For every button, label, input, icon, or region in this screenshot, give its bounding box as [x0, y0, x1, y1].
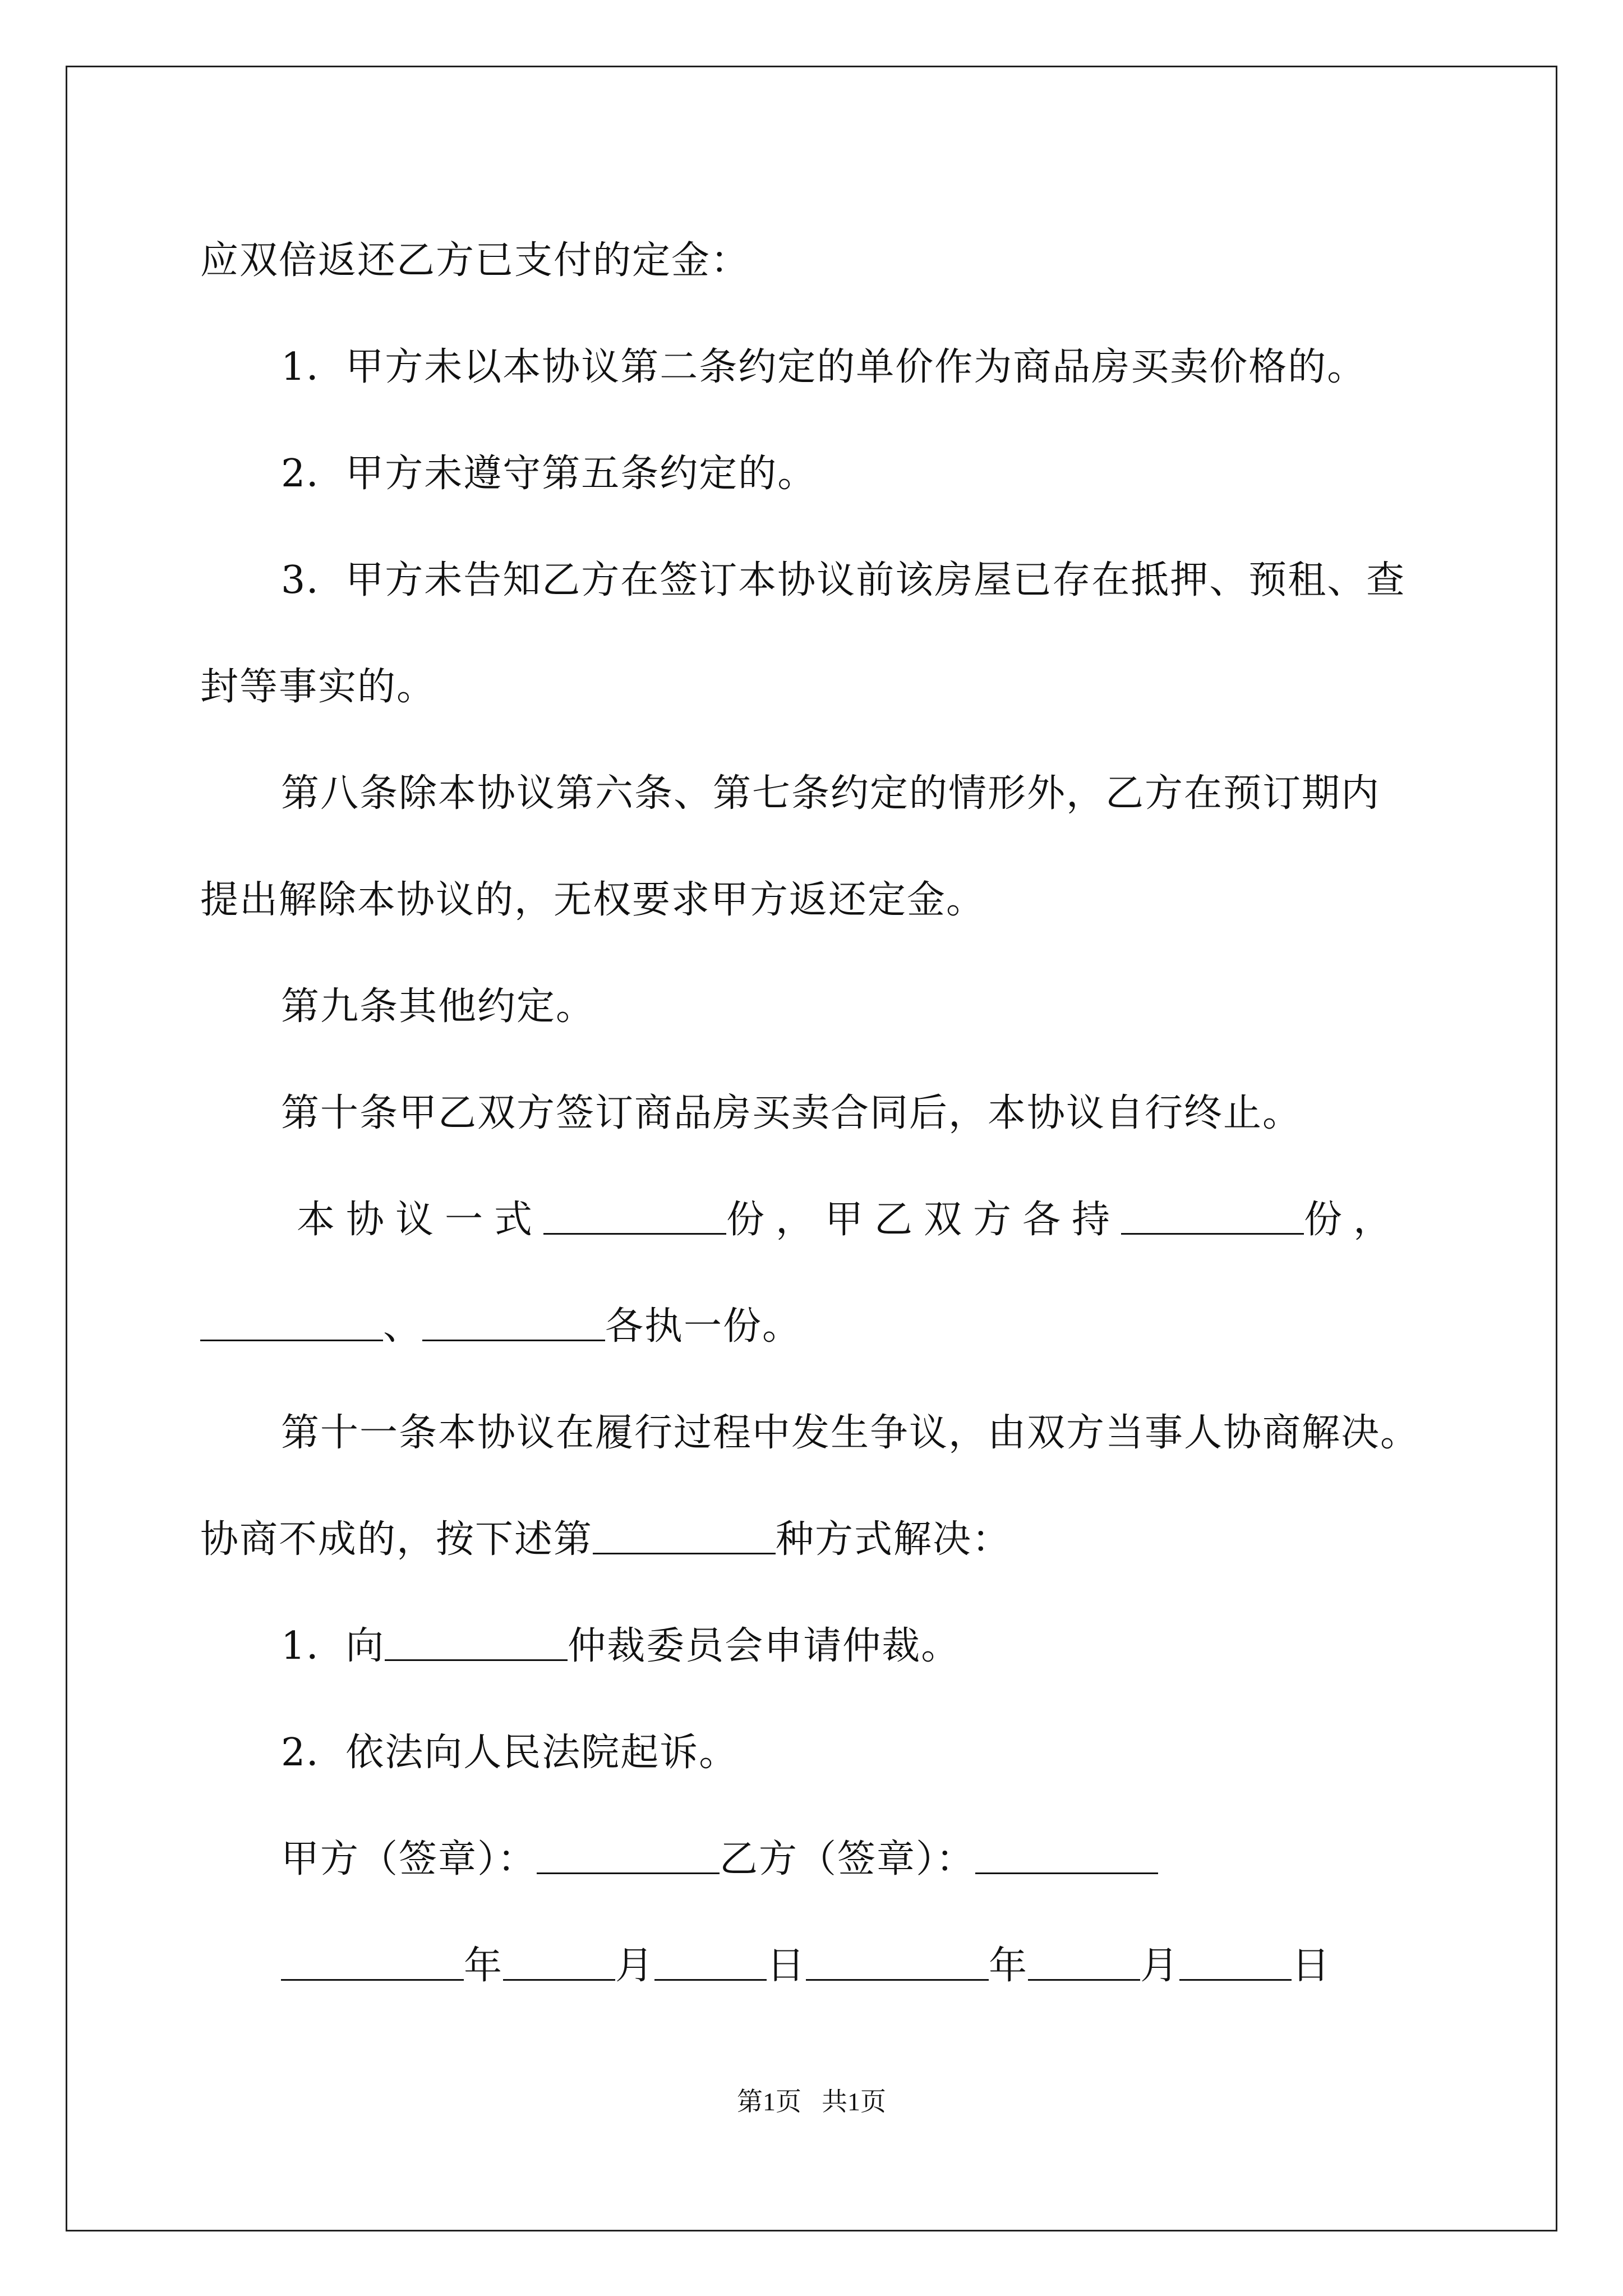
text-line: 第九条其他约定。 [281, 984, 596, 1029]
text-line: 2．依法向人民法院起诉。 [281, 1731, 739, 1775]
text-line: 2．甲方未遵守第五条约定的。 [281, 452, 817, 496]
page-total: 共1页 [822, 2087, 886, 2116]
dispute-method-text: 协商不成的，按下述第 [200, 1517, 593, 1562]
document-body [200, 208, 1451, 2019]
party-a-month-blank [503, 1948, 615, 1981]
dispute-method-text: 种方式解决： [776, 1517, 1012, 1562]
year-label: 年 [464, 1944, 504, 1988]
method-number-blank [593, 1521, 776, 1554]
dispute-method-line [200, 1487, 1451, 1593]
arbitration-line [200, 1593, 1451, 1700]
party-a-signature-blank [537, 1841, 720, 1874]
holder-text: 各执一份。 [605, 1304, 802, 1349]
holder-blank [422, 1308, 605, 1341]
copies-clause-text: 本协议一式 [297, 1198, 544, 1242]
text-line: 封等事实的。 [200, 665, 436, 709]
party-a-year-blank [281, 1948, 464, 1981]
text-line: 1．甲方未以本协议第二条约定的单价作为商品房买卖价格的。 [281, 345, 1367, 389]
year-label: 年 [989, 1944, 1029, 1988]
copies-clause-line [200, 1167, 1451, 1273]
text-line: 应双倍返还乙方已支付的定金： [200, 238, 750, 283]
page-footer [0, 2081, 1623, 2118]
month-label: 月 [1140, 1944, 1180, 1988]
party-b-day-blank [1179, 1948, 1292, 1981]
party-b-month-blank [1028, 1948, 1140, 1981]
arbitration-text: 仲裁委员会申请仲裁。 [568, 1624, 961, 1668]
text-line: 第十一条本协议在履行过程中发生争议，由双方当事人协商解决。 [281, 1411, 1420, 1455]
holder-blank [200, 1308, 383, 1341]
text-line: 3．甲方未告知乙方在签订本协议前该房屋已存在抵押、预租、查 [281, 558, 1406, 602]
copies-clause-text: 份， [1304, 1198, 1403, 1242]
party-b-year-blank [806, 1948, 989, 1981]
text-line: 提出解除本协议的，无权要求甲方返还定金。 [200, 878, 986, 922]
day-label: 日 [1292, 1944, 1331, 1988]
text-line: 第十条甲乙双方签订商品房买卖合同后，本协议自行终止。 [281, 1091, 1302, 1135]
party-b-signature-blank [975, 1841, 1158, 1874]
arbitration-text: 1．向 [281, 1624, 385, 1668]
party-a-signature-label: 甲方（签章）： [281, 1837, 537, 1881]
month-label: 月 [615, 1944, 655, 1988]
text-line: 第八条除本协议第六条、第七条约定的情形外，乙方在预订期内 [281, 771, 1381, 816]
copies-count-blank [543, 1202, 726, 1235]
copies-each-blank [1121, 1202, 1304, 1235]
party-a-day-blank [654, 1948, 767, 1981]
separator-text: 、 [383, 1304, 423, 1349]
page-number: 第1页 [737, 2087, 801, 2116]
party-b-signature-label: 乙方（签章）： [720, 1837, 976, 1881]
date-line [200, 1913, 1451, 2019]
signature-line [200, 1806, 1451, 1913]
copies-clause-text: 份，甲乙双方各持 [726, 1198, 1122, 1242]
day-label: 日 [767, 1944, 806, 1988]
arbitration-committee-blank [385, 1628, 568, 1661]
copies-holder-line [200, 1273, 1451, 1380]
